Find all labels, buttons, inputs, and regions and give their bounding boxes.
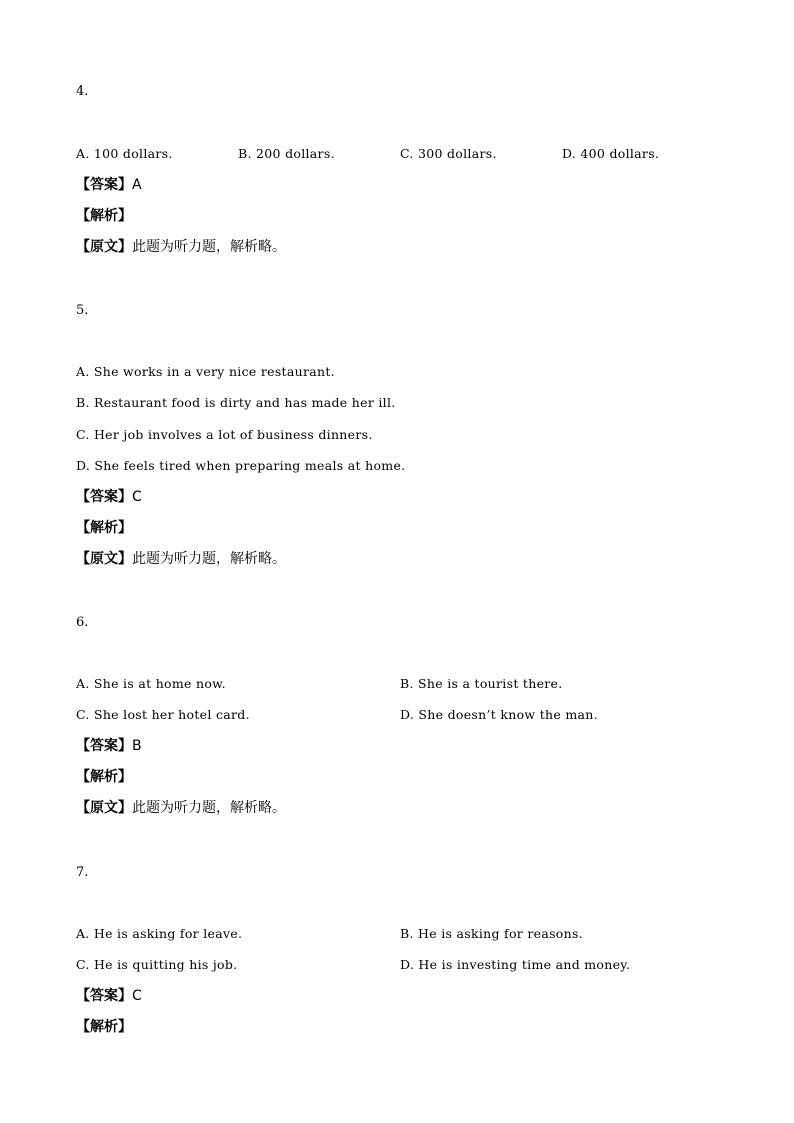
original-label: 【原文】 [76, 551, 132, 567]
option-c: C. He is quitting his job. [76, 957, 238, 972]
question-number: 5. [76, 303, 89, 318]
option-b: B. She is a tourist there. [400, 676, 563, 691]
analysis-label: 【解析】 [76, 769, 132, 785]
original-line [76, 240, 286, 254]
option-d: D. She doesn’t know the man. [400, 707, 598, 722]
answer-value: A [132, 177, 142, 193]
option-b: B. Restaurant food is dirty and has made her ill. [76, 395, 396, 410]
question-number: 4. [76, 84, 89, 99]
answer-value: C [132, 988, 142, 1004]
option-a: A. 100 dollars. [76, 146, 173, 161]
answer-line [76, 178, 142, 192]
option-c: C. Her job involves a lot of business dinners. [76, 427, 373, 442]
answer-line [76, 490, 142, 504]
answer-value: B [132, 738, 142, 754]
original-text: 此题为听力题，解析略。 [132, 800, 286, 816]
option-a: A. She is at home now. [76, 676, 226, 691]
option-a: A. He is asking for leave. [76, 926, 243, 941]
answer-label: 【答案】 [76, 738, 132, 754]
option-d: D. He is investing time and money. [400, 957, 631, 972]
original-line [76, 801, 286, 815]
option-d: D. 400 dollars. [562, 146, 660, 161]
question-number: 7. [76, 865, 89, 880]
answer-line [76, 989, 142, 1003]
option-d: D. She feels tired when preparing meals at home. [76, 458, 406, 473]
answer-label: 【答案】 [76, 489, 132, 505]
option-b: B. He is asking for reasons. [400, 926, 583, 941]
original-line [76, 552, 286, 566]
original-text: 此题为听力题，解析略。 [132, 239, 286, 255]
question-number: 6. [76, 615, 89, 630]
answer-label: 【答案】 [76, 177, 132, 193]
option-b: B. 200 dollars. [238, 146, 335, 161]
answer-label: 【答案】 [76, 988, 132, 1004]
analysis-label: 【解析】 [76, 1019, 132, 1035]
answer-line [76, 739, 142, 753]
option-c: C. 300 dollars. [400, 146, 497, 161]
analysis-label: 【解析】 [76, 208, 132, 224]
option-c: C. She lost her hotel card. [76, 707, 250, 722]
original-text: 此题为听力题，解析略。 [132, 551, 286, 567]
option-a: A. She works in a very nice restaurant. [76, 364, 335, 379]
answer-value: C [132, 489, 142, 505]
original-label: 【原文】 [76, 800, 132, 816]
analysis-label: 【解析】 [76, 520, 132, 536]
original-label: 【原文】 [76, 239, 132, 255]
